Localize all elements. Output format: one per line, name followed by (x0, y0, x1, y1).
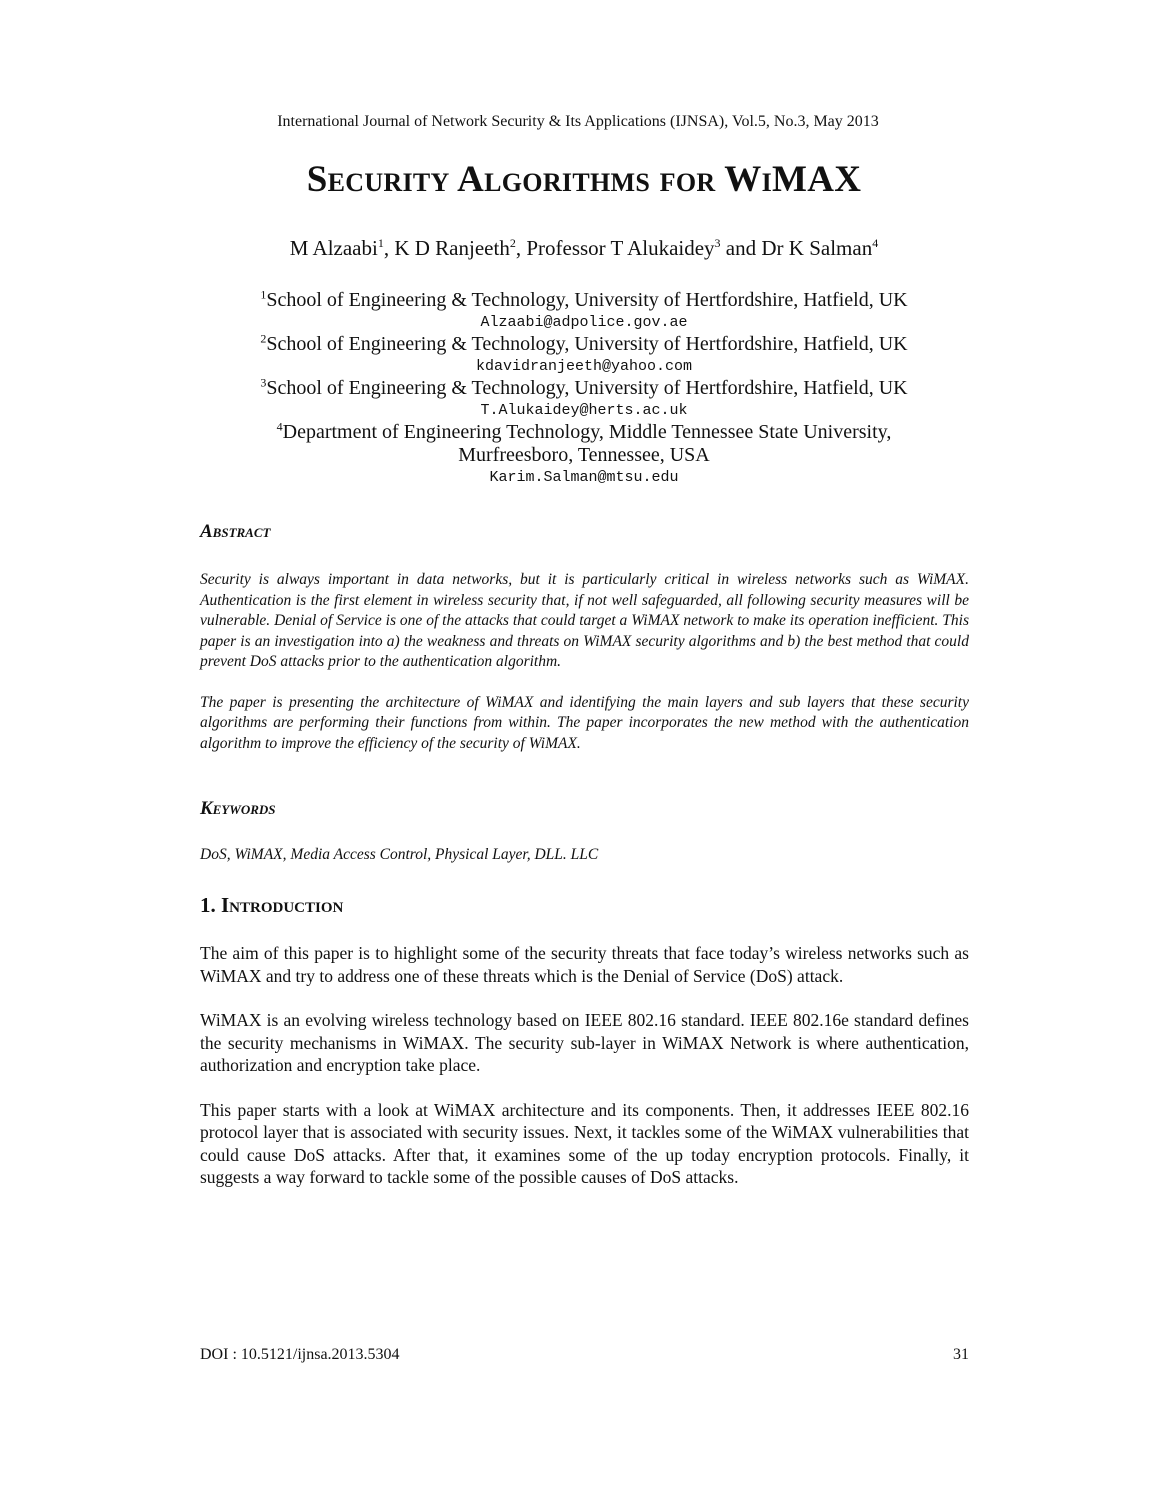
author-name: M Alzaabi (289, 236, 378, 260)
affiliation-1 (0, 289, 1156, 312)
body-paragraph: WiMAX is an evolving wireless technology based on IEEE 802.16 standard. IEEE 802.16e standard defines the security mechanisms in WiMAX. The security sub-layer in WiMAX Network is where authentication, authorization and encryption take place. (200, 1010, 969, 1075)
author-superscript: 3 (714, 236, 721, 250)
author-separator: , (383, 236, 395, 260)
email-address-2: kdavidranjeeth@yahoo.com (475, 358, 693, 375)
author-list (0, 236, 1156, 261)
affiliation-superscript: 4 (276, 419, 283, 434)
affiliation-line: School of Engineering & Technology, University of Hertfordshire, Hatfield, UK (266, 289, 908, 311)
abstract-heading: Abstract (200, 521, 271, 542)
email-address-4: Karim.Salman@mtsu.edu (489, 469, 679, 486)
affiliation-4 (0, 421, 1156, 444)
affiliation-line: School of Engineering & Technology, University of Hertfordshire, Hatfield, UK (266, 377, 908, 399)
keywords-heading: Keywords (200, 798, 276, 819)
author-superscript: 4 (872, 236, 879, 250)
introduction-heading: 1. Introduction (200, 893, 344, 917)
doi-text: DOI : 10.5121/ijnsa.2013.5304 (200, 1346, 400, 1363)
introduction-body (200, 942, 969, 1211)
author-separator: , (515, 236, 527, 260)
paper-title: Security Algorithms for WiMAX (306, 159, 862, 200)
author-name: Dr K Salman (761, 236, 873, 260)
affiliation-3 (0, 377, 1156, 400)
keywords-text: DoS, WiMAX, Media Access Control, Physical Layer, DLL. LLC (200, 846, 599, 863)
affiliation-2 (0, 333, 1156, 356)
author-superscript: 2 (509, 236, 516, 250)
page-number: 31 (953, 1346, 969, 1363)
affiliation-block (0, 289, 1156, 488)
abstract-paragraph: Security is always important in data networks, but it is particularly critical in wireless networks such as WiMAX. Authentication is the first element in wireless security that, if not well safeguarded, all following security measures will be vulnerable. Denial of Service is one of the attacks that could target a WiMAX network to make its operation inefficient. This paper is an investigation into a) the weakness and threats on WiMAX security algorithms and b) the best method that could prevent DoS attacks prior to the authentication algorithm. (200, 571, 969, 670)
affiliation-4-line-2: Murfreesboro, Tennessee, USA (458, 444, 710, 466)
author-name: K D Ranjeeth (394, 236, 510, 260)
email-address-1: Alzaabi@adpolice.gov.ae (480, 314, 688, 331)
journal-header: International Journal of Network Security & Its Applications (IJNSA), Vol.5, No.3, May 2013 (277, 113, 879, 130)
abstract-paragraph: The paper is presenting the architecture of WiMAX and identifying the main layers and sub layers that these security algorithms are performing their functions from within. The paper incorporates the new method with the authentication algorithm to improve the efficiency of the security of WiMAX. (200, 693, 969, 752)
abstract-body (200, 570, 969, 774)
author-name: Professor T Alukaidey (526, 236, 715, 260)
email-address-3: T.Alukaidey@herts.ac.uk (480, 402, 688, 419)
body-paragraph: The aim of this paper is to highlight some of the security threats that face today’s wireless networks such as WiMAX and try to address one of these threats which is the Denial of Service (DoS) attack. (200, 943, 969, 986)
author-separator: and (720, 236, 762, 260)
body-paragraph: This paper starts with a look at WiMAX architecture and its components. Then, it addresses IEEE 802.16 protocol layer that is associated with security issues. Next, it tackles some of the WiMAX vulnerabilities that could cause DoS attacks. After that, it examines some of the up today encryption protocols. Finally, it suggests a way forward to tackle some of the possible causes of DoS attacks. (200, 1099, 969, 1187)
affiliation-line: School of Engineering & Technology, University of Hertfordshire, Hatfield, UK (266, 333, 908, 355)
affiliation-line: Department of Engineering Technology, Middle Tennessee State University, (282, 421, 892, 443)
author-superscript: 1 (377, 236, 384, 250)
affiliation-superscript: 3 (260, 375, 267, 390)
affiliation-superscript: 1 (260, 287, 267, 302)
affiliation-superscript: 2 (260, 331, 267, 346)
